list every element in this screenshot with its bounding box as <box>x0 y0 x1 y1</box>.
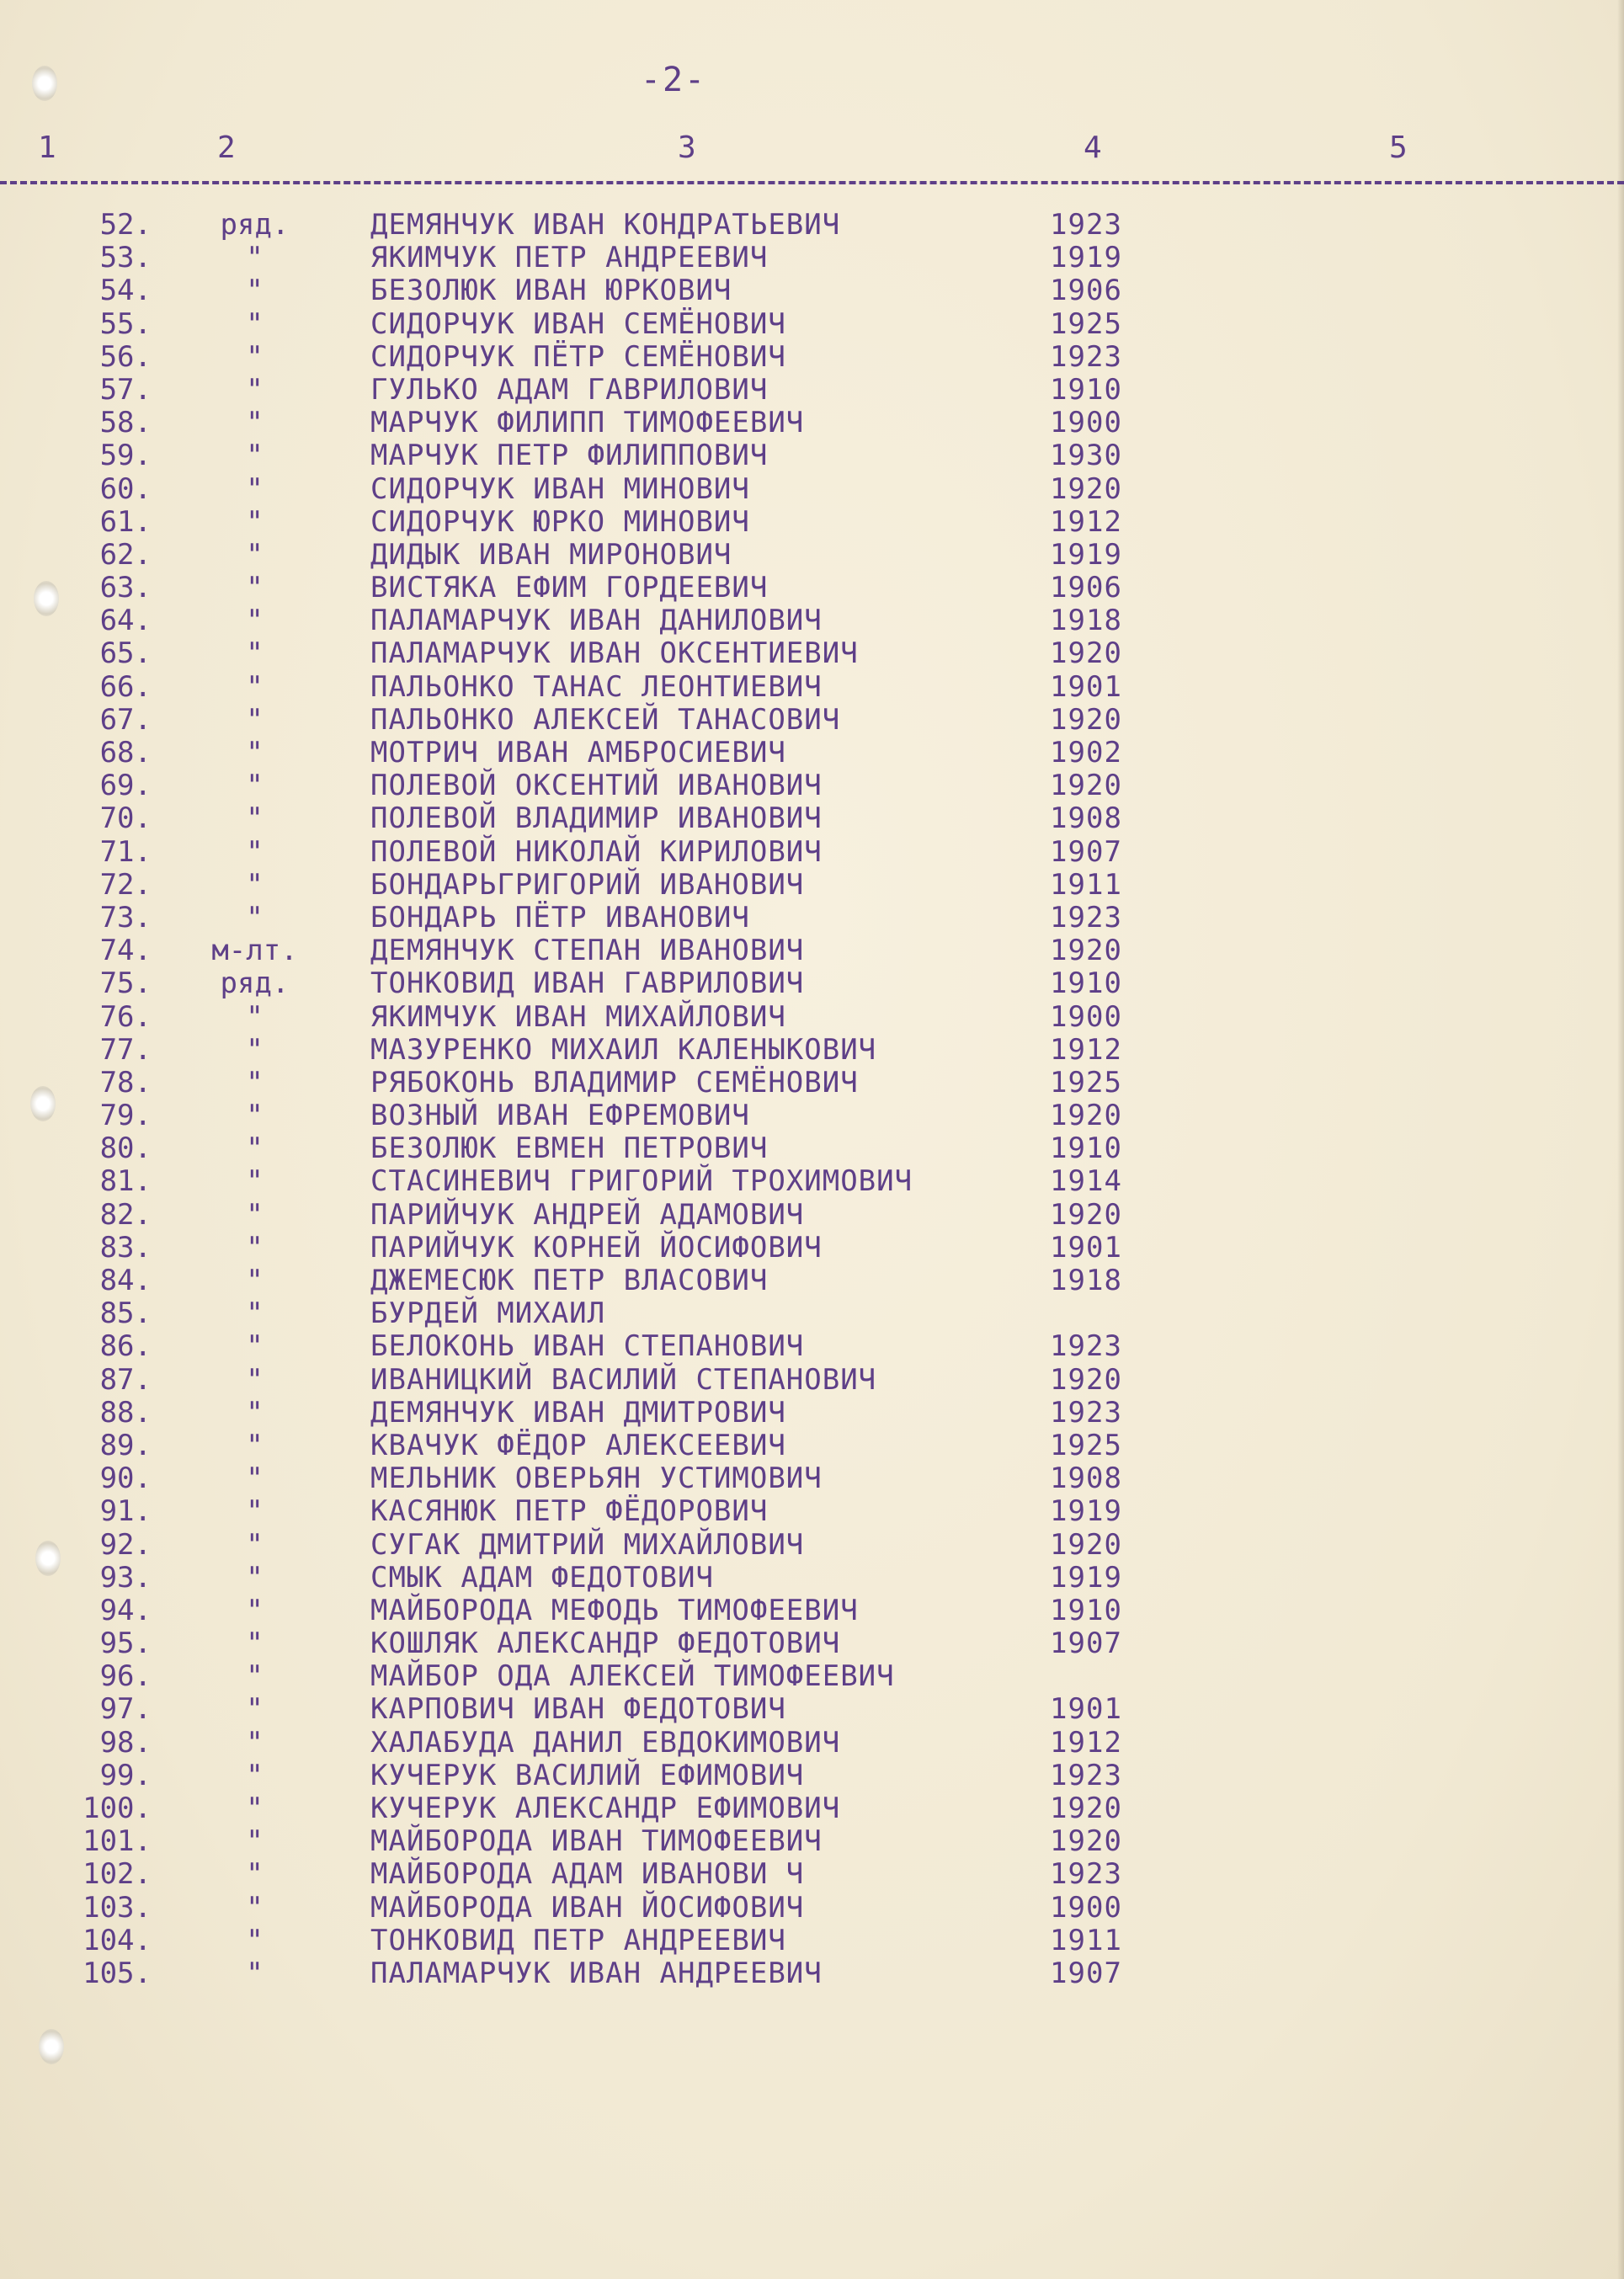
rank: " <box>246 406 264 440</box>
list-item <box>0 637 1624 670</box>
person-name: РЯБОКОНЬ ВЛАДИМИР СЕМЁНОВИЧ <box>370 1065 859 1100</box>
row-number: 105. <box>83 1956 152 1990</box>
row-number: 99. <box>99 1758 152 1792</box>
person-name: ИВАНИЦКИЙ ВАСИЛИЙ СТЕПАНОВИЧ <box>370 1362 877 1397</box>
person-name: БЕЛОКОНЬ ИВАН СТЕПАНОВИЧ <box>370 1329 805 1364</box>
row-number: 75. <box>99 966 152 1001</box>
list-item <box>0 1925 1624 1957</box>
birth-year: 1919 <box>1050 1494 1122 1529</box>
person-name: КАРПОВИЧ ИВАН ФЕДОТОВИЧ <box>370 1692 786 1727</box>
person-name: МАЙБОР ОДА АЛЕКСЕЙ ТИМОФЕЕВИЧ <box>370 1659 895 1694</box>
person-name: МАРЧУК ПЕТР ФИЛИППОВИЧ <box>370 439 769 473</box>
rank: " <box>246 1428 264 1462</box>
list-item <box>0 1265 1624 1297</box>
person-name: ПАРИЙЧУК КОРНЕЙ ЙОСИФОВИЧ <box>370 1230 823 1265</box>
rank: м-лт. <box>211 934 298 968</box>
person-name: СМЫК АДАМ ФЕДОТОВИЧ <box>370 1560 714 1595</box>
column-header-4: 4 <box>1084 130 1102 165</box>
row-number: 65. <box>99 636 152 671</box>
person-name: ДЖЕМЕСЮК ПЕТР ВЛАСОВИЧ <box>370 1264 769 1297</box>
rank: " <box>246 1164 264 1199</box>
column-header-3: 3 <box>678 130 696 165</box>
person-name: ДИДЫК ИВАН МИРОНОВИЧ <box>370 537 732 572</box>
list-item <box>0 242 1624 274</box>
row-number: 87. <box>99 1362 152 1397</box>
rank: " <box>246 471 264 506</box>
row-number: 104. <box>83 1923 152 1957</box>
rank: " <box>246 1792 264 1825</box>
row-number: 60. <box>99 471 152 506</box>
rank: " <box>246 439 264 473</box>
list-item <box>0 1792 1624 1825</box>
list-item <box>0 869 1624 902</box>
list-item <box>0 439 1624 472</box>
list-item <box>0 539 1624 572</box>
list-item <box>0 836 1624 869</box>
rank: " <box>246 1725 264 1760</box>
punch-hole <box>39 2029 64 2064</box>
birth-year: 1907 <box>1050 1956 1122 1990</box>
rank: " <box>246 241 264 275</box>
birth-year: 1920 <box>1050 1824 1122 1859</box>
person-name: КУЧЕРУК ВАСИЛИЙ ЕФИМОВИЧ <box>370 1758 805 1792</box>
row-number: 101. <box>83 1824 152 1859</box>
person-name: МАРЧУК ФИЛИПП ТИМОФЕЕВИЧ <box>370 406 805 440</box>
rank: " <box>246 1627 264 1661</box>
rank: " <box>246 1065 264 1100</box>
row-number: 95. <box>99 1627 152 1661</box>
row-number: 94. <box>99 1593 152 1627</box>
person-name: КАСЯНЮК ПЕТР ФЁДОРОВИЧ <box>370 1494 769 1529</box>
list-item <box>0 308 1624 341</box>
birth-year: 1920 <box>1050 471 1122 506</box>
list-item <box>0 1858 1624 1891</box>
birth-year: 1920 <box>1050 769 1122 803</box>
rank: " <box>246 571 264 605</box>
person-name: ДЕМЯНЧУК ИВАН ДМИТРОВИЧ <box>370 1395 786 1430</box>
person-name: ДЕМЯНЧУК СТЕПАН ИВАНОВИЧ <box>370 934 805 968</box>
rank: " <box>246 1758 264 1792</box>
column-header-1: 1 <box>38 130 56 165</box>
birth-year: 1912 <box>1050 504 1122 539</box>
person-name: МАЙБОРОДА ИВАН ЙОСИФОВИЧ <box>370 1890 805 1925</box>
row-number: 79. <box>99 1099 152 1133</box>
rank: " <box>246 504 264 539</box>
list-item <box>0 1364 1624 1397</box>
person-name: ГУЛЬКО АДАМ ГАВРИЛОВИЧ <box>370 372 769 407</box>
birth-year: 1910 <box>1050 966 1122 1001</box>
row-number: 53. <box>99 241 152 275</box>
row-number: 91. <box>99 1494 152 1529</box>
person-name: БОНДАРЬ ПЁТР ИВАНОВИЧ <box>370 900 750 934</box>
birth-year: 1906 <box>1050 571 1122 605</box>
birth-year: 1901 <box>1050 1692 1122 1727</box>
rank: " <box>246 1923 264 1957</box>
row-number: 88. <box>99 1395 152 1430</box>
row-number: 102. <box>83 1857 152 1892</box>
birth-year: 1920 <box>1050 1362 1122 1397</box>
person-name: СИДОРЧУК ПЁТР СЕМЁНОВИЧ <box>370 339 786 374</box>
rank: " <box>246 274 264 308</box>
rank: " <box>246 1197 264 1232</box>
list-item <box>0 1957 1624 1990</box>
rank: " <box>246 867 264 902</box>
birth-year: 1912 <box>1050 1032 1122 1067</box>
person-name: МАЙБОРОДА АДАМ ИВАНОВИ Ч <box>370 1857 805 1892</box>
rank: " <box>246 1659 264 1694</box>
row-number: 67. <box>99 702 152 737</box>
person-name: ЯКИМЧУК ИВАН МИХАЙЛОВИЧ <box>370 999 786 1034</box>
list-item <box>0 1495 1624 1528</box>
row-number: 90. <box>99 1462 152 1496</box>
birth-year: 1920 <box>1050 934 1122 968</box>
birth-year: 1901 <box>1050 669 1122 704</box>
rank: " <box>246 900 264 934</box>
rank: " <box>246 1395 264 1430</box>
person-name: ПАЛАМАРЧУК ИВАН ДАНИЛОВИЧ <box>370 604 823 638</box>
rank: " <box>246 1692 264 1727</box>
list-item <box>0 1001 1624 1034</box>
birth-year: 1920 <box>1050 1792 1122 1825</box>
person-name: ПАЛАМАРЧУК ИВАН ОКСЕНТИЕВИЧ <box>370 636 859 671</box>
row-number: 103. <box>83 1890 152 1925</box>
rank: " <box>246 769 264 803</box>
person-name: ДЕМЯНЧУК ИВАН КОНДРАТЬЕВИЧ <box>370 208 841 242</box>
punch-hole <box>32 66 57 101</box>
birth-year: 1920 <box>1050 1099 1122 1133</box>
rank: ряд. <box>220 966 290 1001</box>
list-item <box>0 1165 1624 1198</box>
row-number: 86. <box>99 1329 152 1364</box>
birth-year: 1911 <box>1050 1923 1122 1957</box>
person-name: ТОНКОВИД ПЕТР АНДРЕЕВИЧ <box>370 1923 786 1957</box>
birth-year: 1912 <box>1050 1725 1122 1760</box>
birth-year: 1923 <box>1050 1329 1122 1364</box>
list-item <box>0 1100 1624 1132</box>
list-item <box>0 1760 1624 1792</box>
rank: " <box>246 1230 264 1265</box>
birth-year: 1900 <box>1050 999 1122 1034</box>
list-item <box>0 374 1624 407</box>
row-number: 69. <box>99 769 152 803</box>
birth-year: 1908 <box>1050 1462 1122 1496</box>
rank: ряд. <box>220 208 290 242</box>
page-number: -2- <box>640 61 707 99</box>
row-number: 80. <box>99 1132 152 1166</box>
rank: " <box>246 1824 264 1859</box>
row-number: 54. <box>99 274 152 308</box>
person-name: БЕЗОЛЮК ИВАН ЮРКОВИЧ <box>370 274 732 308</box>
birth-year: 1930 <box>1050 439 1122 473</box>
birth-year: 1919 <box>1050 537 1122 572</box>
row-number: 82. <box>99 1197 152 1232</box>
rank: " <box>246 801 264 836</box>
person-name: СИДОРЧУК ИВАН МИНОВИЧ <box>370 471 750 506</box>
list-item <box>0 769 1624 802</box>
list-item <box>0 1034 1624 1067</box>
person-name: КУЧЕРУК АЛЕКСАНДР ЕФИМОВИЧ <box>370 1792 841 1825</box>
list-item <box>0 407 1624 439</box>
row-number: 73. <box>99 900 152 934</box>
person-name: СИДОРЧУК ИВАН СЕМЁНОВИЧ <box>370 306 786 341</box>
list-item <box>0 1529 1624 1562</box>
birth-year: 1923 <box>1050 900 1122 934</box>
person-name: ЯКИМЧУК ПЕТР АНДРЕЕВИЧ <box>370 241 769 275</box>
person-name: КОШЛЯК АЛЕКСАНДР ФЕДОТОВИЧ <box>370 1627 841 1661</box>
person-name: ВОЗНЫЙ ИВАН ЕФРЕМОВИЧ <box>370 1099 750 1133</box>
row-number: 55. <box>99 306 152 341</box>
rank: " <box>246 1362 264 1397</box>
row-number: 71. <box>99 834 152 869</box>
rank: " <box>246 834 264 869</box>
row-number: 58. <box>99 406 152 440</box>
row-number: 83. <box>99 1230 152 1265</box>
row-number: 61. <box>99 504 152 539</box>
person-name: ПАЛЬОНКО АЛЕКСЕЙ ТАНАСОВИЧ <box>370 702 841 737</box>
person-name: ПАЛЬОНКО ТАНАС ЛЕОНТИЕВИЧ <box>370 669 823 704</box>
rank: " <box>246 604 264 638</box>
person-name: ВИСТЯКА ЕФИМ ГОРДЕЕВИЧ <box>370 571 769 605</box>
birth-year: 1908 <box>1050 801 1122 836</box>
row-number: 57. <box>99 372 152 407</box>
person-name: СТАСИНЕВИЧ ГРИГОРИЙ ТРОХИМОВИЧ <box>370 1164 913 1199</box>
birth-year: 1910 <box>1050 1593 1122 1627</box>
birth-year: 1923 <box>1050 1857 1122 1892</box>
row-number: 77. <box>99 1032 152 1067</box>
row-number: 72. <box>99 867 152 902</box>
person-name: БОНДАРЬГРИГОРИЙ ИВАНОВИЧ <box>370 867 805 902</box>
person-name: ПОЛЕВОЙ ВЛАДИМИР ИВАНОВИЧ <box>370 801 823 836</box>
list-item <box>0 1660 1624 1693</box>
person-name: БЕЗОЛЮК ЕВМЕН ПЕТРОВИЧ <box>370 1132 769 1166</box>
row-number: 93. <box>99 1560 152 1595</box>
list-item <box>0 1892 1624 1925</box>
birth-year: 1925 <box>1050 1428 1122 1462</box>
person-name: ПОЛЕВОЙ ОКСЕНТИЙ ИВАНОВИЧ <box>370 769 823 803</box>
rank: " <box>246 1857 264 1892</box>
row-number: 98. <box>99 1725 152 1760</box>
birth-year: 1918 <box>1050 1264 1122 1297</box>
rank: " <box>246 1099 264 1133</box>
row-number: 62. <box>99 537 152 572</box>
list-item <box>0 1693 1624 1726</box>
person-name: МАЙБОРОДА МЕФОДЬ ТИМОФЕЕВИЧ <box>370 1593 859 1627</box>
birth-year: 1920 <box>1050 1197 1122 1232</box>
list-item <box>0 1330 1624 1363</box>
rank: " <box>246 999 264 1034</box>
birth-year: 1911 <box>1050 867 1122 902</box>
list-item <box>0 209 1624 242</box>
list-item <box>0 902 1624 934</box>
birth-year: 1923 <box>1050 339 1122 374</box>
rank: " <box>246 1956 264 1990</box>
row-number: 70. <box>99 801 152 836</box>
list-item <box>0 1627 1624 1660</box>
birth-year: 1923 <box>1050 1758 1122 1792</box>
birth-year: 1923 <box>1050 1395 1122 1430</box>
row-number: 100. <box>83 1792 152 1825</box>
list-item <box>0 1397 1624 1430</box>
column-header-5: 5 <box>1389 130 1408 165</box>
rank: " <box>246 1329 264 1364</box>
birth-year: 1923 <box>1050 208 1122 242</box>
row-number: 64. <box>99 604 152 638</box>
rank: " <box>246 1297 264 1331</box>
rank: " <box>246 1890 264 1925</box>
birth-year: 1918 <box>1050 604 1122 638</box>
list-item <box>0 1199 1624 1232</box>
list-item <box>0 473 1624 506</box>
person-name: МАЗУРЕНКО МИХАИЛ КАЛЕНЫКОВИЧ <box>370 1032 877 1067</box>
birth-year: 1920 <box>1050 702 1122 737</box>
list-item <box>0 967 1624 1000</box>
birth-year: 1900 <box>1050 406 1122 440</box>
birth-year: 1907 <box>1050 834 1122 869</box>
list-item <box>0 604 1624 637</box>
row-number: 92. <box>99 1527 152 1562</box>
list-item <box>0 341 1624 374</box>
person-name: МОТРИЧ ИВАН АМБРОСИЕВИЧ <box>370 736 786 769</box>
row-number: 63. <box>99 571 152 605</box>
person-name: БУРДЕЙ МИХАИЛ <box>370 1297 606 1331</box>
rank: " <box>246 1527 264 1562</box>
list-item <box>0 572 1624 604</box>
person-name: МЕЛЬНИК ОВЕРЬЯН УСТИМОВИЧ <box>370 1462 823 1496</box>
column-header-2: 2 <box>217 130 236 165</box>
birth-year: 1919 <box>1050 241 1122 275</box>
list-item <box>0 934 1624 967</box>
row-number: 78. <box>99 1065 152 1100</box>
rank: " <box>246 1032 264 1067</box>
birth-year: 1910 <box>1050 1132 1122 1166</box>
birth-year: 1920 <box>1050 636 1122 671</box>
birth-year: 1900 <box>1050 1890 1122 1925</box>
rank: " <box>246 1132 264 1166</box>
row-number: 52. <box>99 208 152 242</box>
rank: " <box>246 636 264 671</box>
row-number: 66. <box>99 669 152 704</box>
row-number: 56. <box>99 339 152 374</box>
person-name: СИДОРЧУК ЮРКО МИНОВИЧ <box>370 504 750 539</box>
birth-year: 1920 <box>1050 1527 1122 1562</box>
rank: " <box>246 1494 264 1529</box>
row-number: 59. <box>99 439 152 473</box>
person-name: МАЙБОРОДА ИВАН ТИМОФЕЕВИЧ <box>370 1824 823 1859</box>
person-name: СУГАК ДМИТРИЙ МИХАЙЛОВИЧ <box>370 1527 805 1562</box>
person-name: КВАЧУК ФЁДОР АЛЕКСЕЕВИЧ <box>370 1428 786 1462</box>
list-item <box>0 1562 1624 1595</box>
list-item <box>0 506 1624 539</box>
rank: " <box>246 537 264 572</box>
list-item <box>0 1727 1624 1760</box>
row-number: 89. <box>99 1428 152 1462</box>
list-item <box>0 1067 1624 1100</box>
list-item <box>0 1595 1624 1627</box>
birth-year: 1910 <box>1050 372 1122 407</box>
rank: " <box>246 1264 264 1297</box>
rank: " <box>246 1560 264 1595</box>
rank: " <box>246 736 264 769</box>
list-item <box>0 1297 1624 1330</box>
rank: " <box>246 702 264 737</box>
row-number: 81. <box>99 1164 152 1199</box>
row-number: 97. <box>99 1692 152 1727</box>
birth-year: 1919 <box>1050 1560 1122 1595</box>
list-item <box>0 704 1624 737</box>
list-item <box>0 802 1624 835</box>
rank: " <box>246 1593 264 1627</box>
list-item <box>0 274 1624 307</box>
row-number: 85. <box>99 1297 152 1331</box>
birth-year: 1906 <box>1050 274 1122 308</box>
row-number: 68. <box>99 736 152 769</box>
rank: " <box>246 339 264 374</box>
list-item <box>0 1232 1624 1265</box>
person-name: ТОНКОВИД ИВАН ГАВРИЛОВИЧ <box>370 966 805 1001</box>
person-name: ПОЛЕВОЙ НИКОЛАЙ КИРИЛОВИЧ <box>370 834 823 869</box>
row-number: 76. <box>99 999 152 1034</box>
header-divider <box>0 181 1624 184</box>
row-number: 74. <box>99 934 152 968</box>
person-name: ПАЛАМАРЧУК ИВАН АНДРЕЕВИЧ <box>370 1956 823 1990</box>
birth-year: 1901 <box>1050 1230 1122 1265</box>
list-item <box>0 1825 1624 1858</box>
roster-list <box>0 209 1624 1990</box>
list-item <box>0 737 1624 769</box>
person-name: ПАРИЙЧУК АНДРЕЙ АДАМОВИЧ <box>370 1197 805 1232</box>
list-item <box>0 1430 1624 1462</box>
birth-year: 1914 <box>1050 1164 1122 1199</box>
birth-year: 1925 <box>1050 306 1122 341</box>
birth-year: 1907 <box>1050 1627 1122 1661</box>
list-item <box>0 1462 1624 1495</box>
birth-year: 1925 <box>1050 1065 1122 1100</box>
list-item <box>0 1132 1624 1165</box>
rank: " <box>246 669 264 704</box>
row-number: 84. <box>99 1264 152 1297</box>
rank: " <box>246 306 264 341</box>
rank: " <box>246 1462 264 1496</box>
birth-year: 1902 <box>1050 736 1122 769</box>
rank: " <box>246 372 264 407</box>
list-item <box>0 671 1624 704</box>
person-name: ХАЛАБУДА ДАНИЛ ЕВДОКИМОВИЧ <box>370 1725 841 1760</box>
row-number: 96. <box>99 1659 152 1694</box>
